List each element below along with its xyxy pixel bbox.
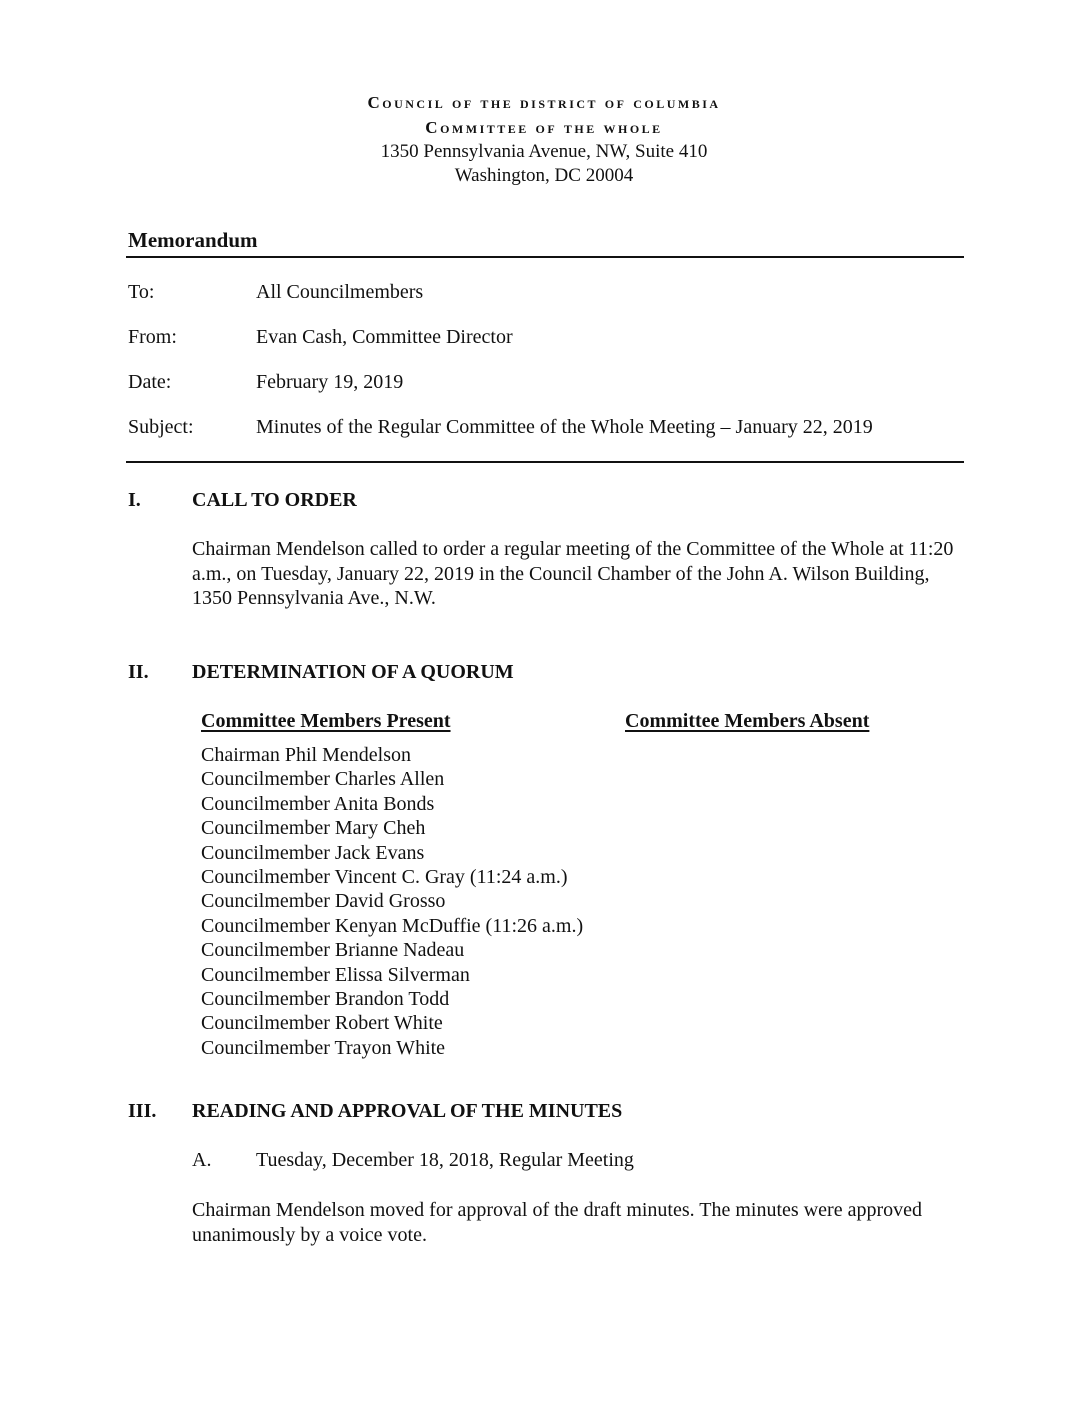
memo-to-value: All Councilmembers (256, 281, 424, 303)
members-present-header: Committee Members Present (201, 710, 451, 732)
list-item: Councilmember Jack Evans (201, 841, 425, 864)
memo-date-label: Date: (128, 371, 172, 393)
list-item: Councilmember Kenyan McDuffie (11:26 a.m.) (201, 914, 584, 937)
memo-from-label: From: (128, 326, 177, 348)
letterhead (0, 90, 1088, 188)
section-2-title: DETERMINATION OF A QUORUM (192, 661, 514, 683)
list-item: Councilmember David Grosso (201, 890, 446, 913)
memo-title: Memorandum (128, 228, 258, 252)
list-item: Councilmember Robert White (201, 1012, 443, 1035)
section-1-body: Chairman Mendelson called to order a regular meeting of the Committee of the Whole at 11:20 a.m., on Tuesday, January 22, 2019 in the Council Chamber of the John A. Wilson Building, 1350 Pennsylvania Ave., N.W. (192, 538, 954, 609)
section-3-item-text: Tuesday, December 18, 2018, Regular Meeting (256, 1149, 634, 1171)
memo-date-row (128, 371, 403, 394)
list-item: Councilmember Brianne Nadeau (201, 939, 465, 962)
letterhead-committee: Committee of the whole (425, 118, 663, 137)
list-item: Councilmember Vincent C. Gray (11:24 a.m.) (201, 866, 568, 889)
letterhead-address-line2: Washington, DC 20004 (454, 165, 634, 186)
memo-from-value: Evan Cash, Committee Director (256, 326, 513, 348)
list-item: Councilmember Charles Allen (201, 768, 445, 791)
list-item: Councilmember Brandon Todd (201, 988, 450, 1011)
list-item: Councilmember Elissa Silverman (201, 963, 470, 986)
memo-subject-value: Minutes of the Regular Committee of the Whole Meeting – January 22, 2019 (256, 416, 873, 438)
section-3-item-a (192, 1149, 634, 1172)
memo-top-rule (126, 256, 964, 258)
memo-bottom-rule (126, 461, 964, 463)
section-1-number: I. (128, 489, 141, 511)
memo-to-row (128, 281, 423, 304)
memo-subject-label: Subject: (128, 416, 194, 438)
section-3-title: READING AND APPROVAL OF THE MINUTES (192, 1100, 623, 1122)
memo-subject-row (128, 416, 873, 439)
section-3-body: Chairman Mendelson moved for approval of the draft minutes. The minutes were approved unanimously by a voice vote. (192, 1199, 922, 1246)
members-absent-header: Committee Members Absent (625, 710, 870, 732)
section-1-heading (128, 489, 357, 512)
section-3-number: III. (128, 1100, 157, 1122)
section-3-item-letter: A. (192, 1149, 212, 1171)
section-3-heading (128, 1100, 622, 1123)
section-2-heading (128, 661, 514, 684)
members-present-list (201, 743, 583, 1060)
list-item: Councilmember Trayon White (201, 1036, 446, 1059)
memo-from-row (128, 326, 513, 349)
letterhead-org: Council of the district of columbia (367, 93, 721, 112)
section-2-number: II. (128, 661, 149, 683)
list-item: Chairman Phil Mendelson (201, 744, 411, 766)
section-1-title: CALL TO ORDER (192, 489, 357, 511)
list-item: Councilmember Anita Bonds (201, 792, 435, 815)
memo-date-value: February 19, 2019 (256, 371, 404, 393)
list-item: Councilmember Mary Cheh (201, 817, 426, 840)
letterhead-address-line1: 1350 Pennsylvania Avenue, NW, Suite 410 (380, 141, 708, 162)
memo-to-label: To: (128, 281, 155, 303)
